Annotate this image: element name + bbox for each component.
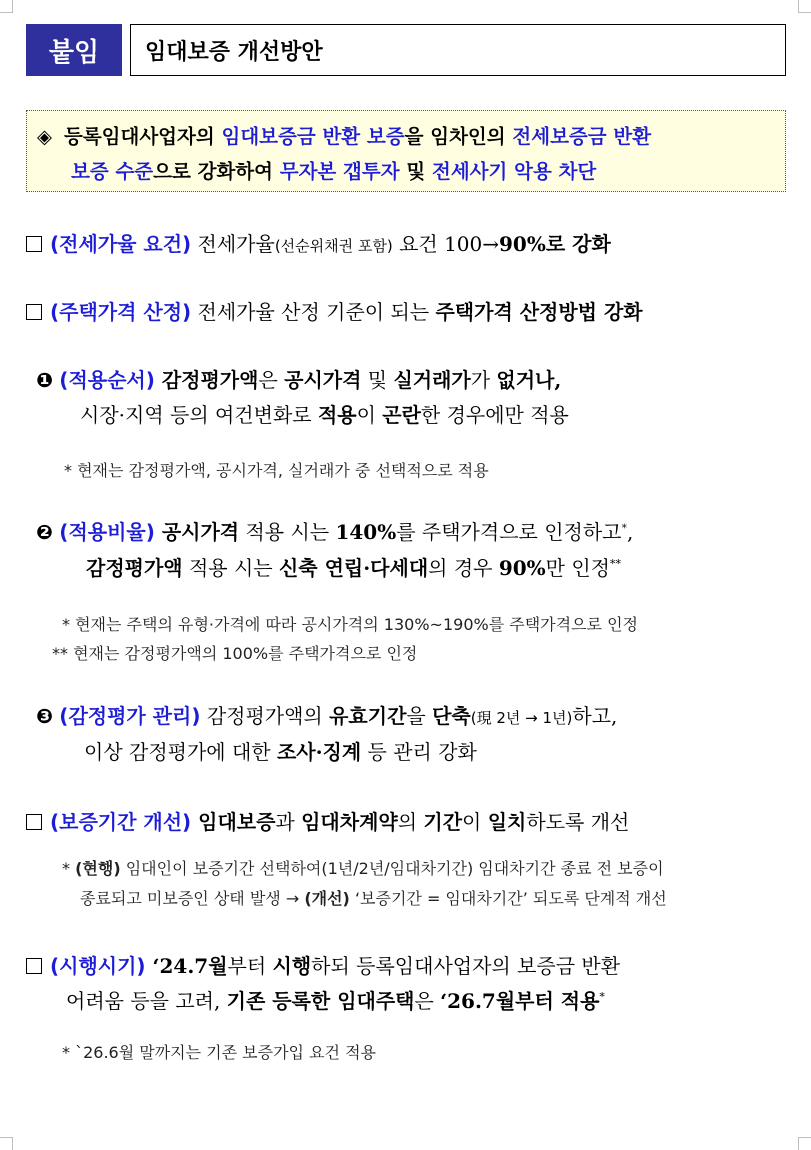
text-run: 없거나,	[496, 368, 562, 392]
text-run: 90%	[498, 556, 546, 580]
crop-mark-bottom-left	[0, 1137, 13, 1150]
section-tag: (보증기간 개선)	[50, 810, 192, 834]
text-run: 적용	[317, 403, 357, 427]
diamond-bullet-icon: ◈	[37, 125, 52, 148]
text-run: 임대차계약	[301, 810, 398, 834]
text-run: 기존 등록한 임대주택	[226, 989, 415, 1013]
text-run: ‘24.7월	[145, 954, 228, 978]
text-run: 어려움 등을 고려,	[66, 989, 227, 1013]
attachment-badge: 붙임	[26, 24, 122, 76]
text-run: 과	[275, 810, 302, 834]
section-tag: (주택가격 산정)	[50, 300, 192, 324]
summary-line-1	[37, 119, 771, 154]
footnote: * `26.6월 말까지는 기존 보증가입 요건 적용	[62, 1043, 376, 1062]
footnote-marker: **	[610, 557, 621, 571]
crop-mark-bottom-right	[798, 1137, 811, 1150]
item-apply-order-line2	[80, 399, 569, 428]
text-run: 감정평가액	[86, 556, 183, 580]
text-run: 이	[356, 403, 383, 427]
section-paren: (선순위채권 포함)	[274, 237, 393, 255]
text-run: 의	[397, 810, 424, 834]
checkbox-square-icon	[26, 814, 42, 830]
text-run: 의 경우	[428, 556, 499, 580]
summary-line1-segments	[64, 125, 651, 148]
section-ltv-requirement	[26, 228, 611, 257]
text-run: 등 관리 강화	[361, 740, 477, 764]
text-run: 및	[361, 368, 394, 392]
text-run: 전세사기 악용 차단	[431, 160, 597, 183]
text-run: 기간	[423, 810, 463, 834]
item-appraisal-management	[36, 700, 617, 729]
item-apply-ratio-line2	[86, 552, 621, 581]
text-run: 조사·징계	[276, 740, 362, 764]
crop-mark-top-left	[0, 0, 13, 13]
section-house-price	[26, 296, 643, 325]
summary-line2-segments	[71, 160, 596, 183]
item-apply-ratio	[36, 516, 633, 545]
text-run: 으로 강화하여	[153, 160, 280, 183]
item-tag: (적용순서)	[59, 368, 155, 392]
footnote-text: ‘보증기간 = 임대차기간’ 되도록 단계적 개선	[349, 889, 667, 908]
section-text: 전세가율 산정 기준이 되는	[191, 300, 436, 324]
text-run: 신축 연립·다세대	[278, 556, 429, 580]
text-run: 시장·지역 등의 여건변화로	[80, 403, 318, 427]
summary-line-2	[37, 154, 771, 189]
text-run: 무자본 갭투자	[279, 160, 400, 183]
text-run: 은	[258, 368, 285, 392]
section-emphasis: 90%로 강화	[499, 232, 611, 256]
text-run: 하도록 개선	[526, 810, 630, 834]
footnote-current-label: (현행)	[75, 859, 121, 878]
text-run: 시행	[272, 954, 312, 978]
item-tag: (적용비율)	[59, 520, 155, 544]
text-run: 만 인정	[545, 556, 610, 580]
number-2-icon: ❷	[36, 520, 53, 544]
text-run: 전세보증금 반환	[512, 125, 652, 148]
item-line1	[155, 368, 562, 392]
footnote-line2	[80, 886, 667, 909]
text-run: 곤란	[382, 403, 421, 427]
punctuation: ,	[626, 520, 634, 544]
text-run: 감정평가액의	[200, 704, 330, 728]
number-1-icon: ❶	[36, 368, 53, 392]
footnote-star: *	[62, 859, 76, 878]
item-line1	[200, 704, 470, 728]
text-run: 실거래가	[393, 368, 471, 392]
section-line2	[66, 989, 599, 1013]
text-run: 임대보증금 반환 보증	[221, 125, 405, 148]
footnote: ** 현재는 감정평가액의 100%를 주택가격으로 인정	[52, 644, 418, 663]
text-run: 하되 등록임대사업자의 보증금 반환	[311, 954, 621, 978]
text-run: 가	[470, 368, 497, 392]
section-tag: (시행시기)	[50, 954, 146, 978]
section-effective-date	[26, 950, 620, 979]
page-title-text: 임대보증 개선방안	[145, 39, 323, 65]
footnote-improved-label: (개선)	[304, 889, 350, 908]
section-guarantee-period	[26, 806, 629, 835]
text-run: 및	[399, 160, 432, 183]
item-paren: (現 2년 → 1년)	[470, 709, 573, 727]
footnote: * 현재는 감정평가액, 공시가격, 실거래가 중 선택적으로 적용	[64, 461, 489, 480]
text-run: 임대보증	[191, 810, 276, 834]
footnote: * 현재는 주택의 유형·가격에 따라 공시가격의 130%~190%를 주택가격으로 인정	[62, 615, 638, 634]
section-line1	[191, 810, 629, 834]
section-emphasis: 주택가격 산정방법 강화	[435, 300, 643, 324]
footnote-marker: *	[599, 990, 605, 1004]
text-run: 을 임차인의	[404, 125, 513, 148]
item-tag: (감정평가 관리)	[59, 704, 201, 728]
punctuation: 하고,	[572, 704, 618, 728]
section-line1	[146, 954, 620, 978]
page-title	[130, 24, 786, 76]
text-run: 감정평가액	[154, 368, 259, 392]
text-run: 적용 시는	[182, 556, 279, 580]
text-run: 보증 수준	[71, 160, 154, 183]
checkbox-square-icon	[26, 304, 42, 320]
text-run: 유효기간	[329, 704, 407, 728]
text-run: 한 경우에만 적용	[420, 403, 569, 427]
text-run: 등록임대사업자의	[64, 125, 222, 148]
text-run: 을	[406, 704, 433, 728]
item-apply-order	[36, 364, 561, 393]
text-run: 은	[414, 989, 441, 1013]
item-line1	[155, 520, 622, 544]
footnote-marker: *	[621, 521, 627, 535]
section-effective-date-line2	[66, 985, 605, 1014]
text-run: 이	[462, 810, 488, 834]
section-tag: (전세가율 요건)	[50, 232, 192, 256]
footnote-line1	[62, 856, 664, 879]
text-run: 적용 시는	[239, 520, 336, 544]
item-appraisal-line2	[84, 736, 477, 765]
checkbox-square-icon	[26, 958, 42, 974]
summary-box	[26, 110, 786, 192]
text-run: 공시가격	[154, 520, 240, 544]
section-text: 전세가율	[191, 232, 275, 256]
text-run: ‘26.7월부터 적용	[440, 989, 600, 1013]
checkbox-square-icon	[26, 236, 42, 252]
number-3-icon: ❸	[36, 704, 53, 728]
footnote-text: 종료되고 미보증인 상태 발생 →	[80, 889, 305, 908]
text-run: 단축	[432, 704, 471, 728]
text-run: 일치	[487, 810, 527, 834]
text-run: 140%	[335, 520, 397, 544]
text-run: 이상 감정평가에 대한	[84, 740, 277, 764]
text-run: 공시가격	[284, 368, 362, 392]
text-run: 부터	[227, 954, 273, 978]
crop-mark-top-right	[798, 0, 811, 13]
footnote-text: 임대인이 보증기간 선택하여(1년/2년/임대차기간) 임대차기간 종료 전 보증이	[120, 859, 664, 878]
text-run: 를 주택가격으로 인정하고	[396, 520, 622, 544]
section-text: 요건 100→	[392, 232, 500, 256]
item-line2	[86, 556, 610, 580]
